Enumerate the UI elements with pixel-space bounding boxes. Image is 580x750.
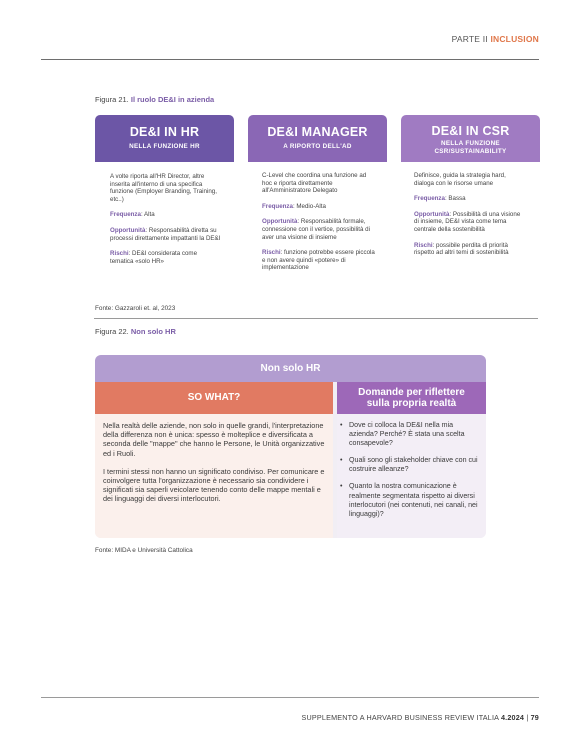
column-hr-header: [95, 115, 234, 162]
column-csr-title: DE&I IN CSR: [431, 124, 510, 138]
header-part-prefix: PARTE II: [451, 34, 491, 44]
column-manager-body: [262, 172, 377, 280]
column-hr-risk-value: : DE&I considerata come tematica «solo HR»: [110, 250, 198, 265]
figure21-caption: [95, 95, 214, 104]
question-item: [340, 482, 483, 518]
column-csr-description: Definisce, guida la strategia hard, dialoga con le risorse umane: [414, 172, 506, 187]
sowhat-text: [103, 421, 329, 513]
nonsolo-banner: Non solo HR: [95, 355, 486, 382]
column-manager-subtitle: A RIPORTO DELL'AD: [283, 143, 352, 150]
bullet-icon: •: [340, 456, 343, 465]
questions-list: [340, 421, 483, 527]
column-hr-description: A volte riporta all'HR Director, altre inserita all'interno di una specifica funzione (Employer Branding, Training, etc..): [110, 173, 217, 203]
questions-header: [337, 382, 486, 414]
figure22-source: Fonte: MIDA e Università Cattolica: [95, 547, 193, 554]
page-number: 79: [530, 713, 539, 722]
column-csr-frequency-label: Frequenza: [414, 195, 445, 203]
column-hr-opportunity: [110, 227, 222, 242]
column-manager-risk-value: : funzione potrebbe essere piccola e non avere quindi «potere» di implementazione: [262, 249, 375, 272]
column-csr-risk-label: Rischi: [414, 241, 433, 249]
bullet-icon: •: [340, 421, 343, 429]
column-manager-header: [248, 115, 387, 162]
header-part-name: INCLUSION: [490, 34, 539, 44]
figure21-caption-prefix: Figura 21.: [95, 95, 129, 104]
column-hr-risk: [110, 250, 222, 265]
column-hr-title: DE&I IN HR: [129, 125, 200, 139]
column-hr-subtitle: NELLA FUNZIONE HR: [129, 143, 200, 150]
column-hr-opportunity-value: : Responsabilità diretta su processi direttamente impattanti la DE&I: [110, 226, 221, 242]
column-csr-opportunity-value: : Possibilità di una visione di insieme, DE&I vista come tema centrale della sostenibilità: [414, 210, 521, 233]
column-hr-opportunity-label: Opportunità: [110, 226, 146, 234]
sowhat-paragraph: Nella realtà delle aziende, non solo in quelle grandi, l'interpretazione della differenza non è unica: spesso è molteplice e diversificata a seconda delle "mappe" che hanno le Persone, le Unità organizzative ed i Ruoli.: [103, 421, 325, 458]
column-manager-frequency-value: : Medio-Alta: [292, 202, 326, 210]
column-csr-body: [414, 172, 526, 265]
questions-header-line2: sulla propria realtà: [366, 398, 457, 409]
footer-issue: 4.2024: [500, 713, 525, 722]
figure22-caption: [95, 327, 176, 336]
column-csr-risk-value: : possibile perdita di priorità rispetto ad altri temi di sostenibilità: [414, 241, 509, 257]
figure21-source: Fonte: Gazzaroli et. al, 2023: [95, 305, 176, 312]
column-hr-frequency-value: : Alta: [140, 211, 155, 219]
question-text: Dove ci colloca la DE&I nella mia azienda? Perché? È stata una scelta consapevole?: [349, 421, 465, 448]
column-hr-frequency-label: Frequenza: [110, 211, 141, 219]
column-manager-risk-label: Rischi: [262, 249, 281, 257]
column-csr-opportunity-label: Opportunità: [414, 210, 450, 218]
figure21-caption-title: Il ruolo DE&I in azienda: [130, 95, 215, 104]
page-footer: [302, 713, 539, 722]
column-manager-risk: [262, 249, 377, 272]
column-manager-opportunity-label: Opportunità: [262, 218, 298, 226]
footer-divider: [41, 697, 539, 698]
column-manager-description: C-Level che coordina una funzione ad hoc e riporta direttamente all'Amministratore Delegato: [262, 172, 367, 195]
sowhat-paragraph: I termini stessi non hanno un significato condiviso. Per comunicare e coinvolgere tutta l'organizzazione è necessario sia condividere i significati sia saperli veicolare tenendo conto delle mappe mentali e dei linguaggi dei diversi interlocutori.: [103, 466, 325, 504]
footer-separator: |: [524, 713, 531, 722]
column-manager-frequency: [262, 203, 377, 211]
column-csr-frequency: [414, 195, 526, 203]
column-manager-frequency-label: Frequenza: [262, 202, 293, 210]
question-item: [340, 421, 483, 448]
running-header: [452, 34, 539, 44]
column-csr-risk: [414, 242, 526, 257]
sowhat-header: SO WHAT?: [95, 382, 333, 414]
question-item: [340, 456, 483, 474]
column-csr-opportunity: [414, 211, 526, 234]
column-hr-risk-label: Rischi: [110, 250, 129, 258]
questions-header-line1: Domande per riflettere: [358, 387, 465, 398]
question-text: Quali sono gli stakeholder chiave con cui costruire alleanze?: [349, 456, 478, 474]
footer-publication: SUPPLEMENTO A HARVARD BUSINESS REVIEW ITALIA: [301, 713, 501, 722]
column-hr-frequency: [110, 211, 222, 219]
figure22-caption-prefix: Figura 22.: [95, 327, 129, 336]
column-manager-title: DE&I MANAGER: [267, 125, 368, 139]
question-text: Quanto la nostra comunicazione è realmente segmentata rispetto ai diversi interlocutori (nei contenuti, nei canali, nei linguaggi)?: [349, 482, 478, 518]
column-manager-opportunity: [262, 218, 377, 241]
column-manager-opportunity-value: : Responsabilità formale, connessione con il vertice, possibilità di aver una visione di insieme: [262, 218, 370, 241]
column-csr-header: [401, 115, 540, 162]
column-hr-body: [110, 173, 222, 273]
column-csr-frequency-value: : Bassa: [444, 195, 466, 203]
column-csr-subtitle-line2: CSR/SUSTAINABILITY: [434, 148, 507, 155]
column-csr-subtitle-line1: NELLA FUNZIONE: [441, 140, 500, 147]
section-divider: [94, 318, 538, 319]
column-csr-subtitle: [401, 140, 540, 156]
header-divider: [41, 59, 539, 60]
figure22-caption-title: Non solo HR: [130, 327, 176, 336]
bullet-icon: •: [340, 482, 343, 491]
